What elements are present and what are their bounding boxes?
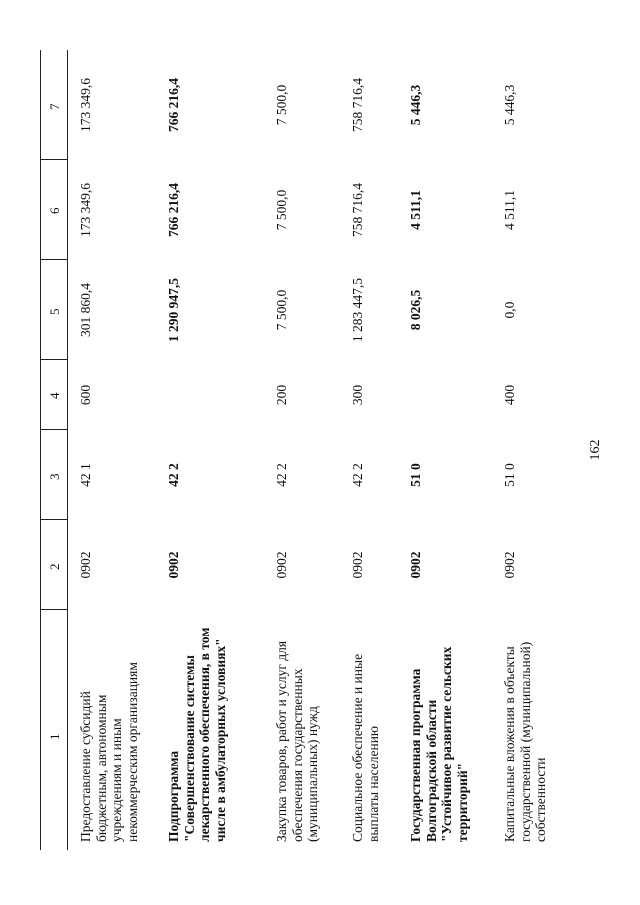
row-vr: 300 <box>350 384 365 406</box>
row-value-1: 7 500,0 <box>274 289 289 331</box>
row-vr: 200 <box>274 384 289 406</box>
row-value-3: 7 500,0 <box>274 84 289 126</box>
row-value-2: 173 349,6 <box>78 183 93 237</box>
row-cs: 51 0 <box>408 463 423 487</box>
row-value-3: 5 446,3 <box>502 84 517 126</box>
row-value-3: 758 716,4 <box>350 78 365 132</box>
row-name: Государственная программа Волгоградской области "Устойчивое развитие сельских территорий" <box>408 646 470 842</box>
row-cs: 42 2 <box>166 463 181 487</box>
column-divider <box>40 609 68 610</box>
column-divider <box>40 159 68 160</box>
header-row-border <box>67 50 68 850</box>
column-header-4: 4 <box>47 392 62 399</box>
row-value-1: 0,0 <box>502 301 517 319</box>
row-cs: 51 0 <box>502 463 517 487</box>
row-cs: 42 1 <box>78 463 93 487</box>
column-divider <box>40 359 68 360</box>
row-value-1: 1 290 947,5 <box>166 277 181 343</box>
row-vr: 600 <box>78 384 93 406</box>
row-name: Закупка товаров, работ и услуг для обеспечения государственных (муниципальных) нужд <box>274 640 320 842</box>
rotated-page <box>40 50 603 850</box>
row-rz: 0902 <box>166 551 181 579</box>
row-value-3: 173 349,6 <box>78 78 93 132</box>
row-name: Социальное обеспечение и иные выплаты населению <box>350 653 381 842</box>
row-name: Подпрограмма "Совершенствование системы лекарственного обеспечения, в том числе в амбулаторных условиях" <box>166 627 228 842</box>
column-header-3: 3 <box>47 473 62 480</box>
row-vr: 400 <box>502 384 517 406</box>
page-number: 162 <box>588 439 603 461</box>
row-cs: 42 2 <box>274 463 289 487</box>
row-value-2: 758 716,4 <box>350 183 365 237</box>
table-top-border <box>40 50 41 850</box>
row-rz: 0902 <box>274 551 289 579</box>
row-value-1: 1 283 447,5 <box>350 277 365 343</box>
column-divider <box>40 519 68 520</box>
column-header-5: 5 <box>47 308 62 315</box>
column-header-1: 1 <box>47 733 62 740</box>
row-rz: 0902 <box>350 551 365 579</box>
row-cs: 42 2 <box>350 463 365 487</box>
row-value-1: 301 860,4 <box>78 283 93 337</box>
row-value-2: 7 500,0 <box>274 189 289 231</box>
column-divider <box>40 429 68 430</box>
row-value-1: 8 026,5 <box>408 289 423 331</box>
row-name: Капитальные вложения в объекты государственной (муниципальной) собственности <box>502 641 548 842</box>
row-value-2: 4 511,1 <box>408 190 423 230</box>
row-value-3: 5 446,3 <box>408 84 423 126</box>
column-header-2: 2 <box>47 563 62 570</box>
row-rz: 0902 <box>408 551 423 579</box>
row-value-3: 766 216,4 <box>166 78 181 132</box>
row-value-2: 766 216,4 <box>166 183 181 237</box>
column-divider <box>40 259 68 260</box>
row-value-2: 4 511,1 <box>502 190 517 230</box>
row-rz: 0902 <box>78 551 93 579</box>
column-header-7: 7 <box>47 103 62 110</box>
column-header-6: 6 <box>47 207 62 214</box>
row-rz: 0902 <box>502 551 517 579</box>
row-name: Предоставление субсидий бюджетным, автономным учреждениям и иным некоммерческим организациям <box>78 662 140 842</box>
